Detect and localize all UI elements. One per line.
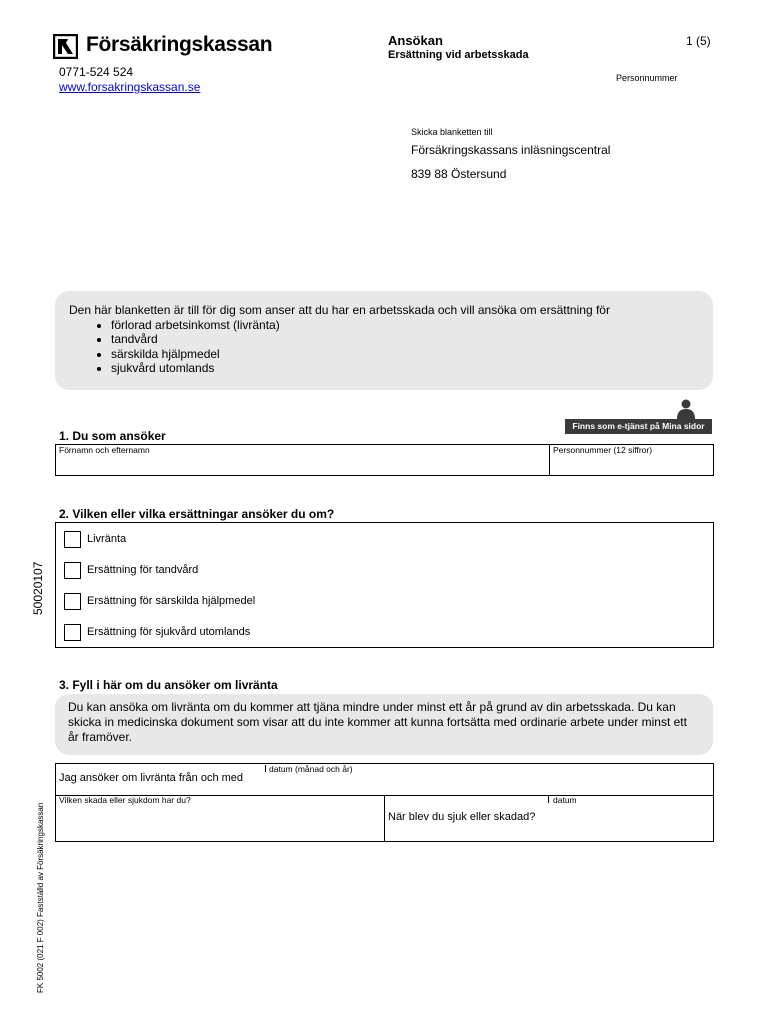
option-row[interactable] <box>64 623 250 641</box>
livranta-fields <box>55 763 714 842</box>
injury-input[interactable] <box>56 806 383 842</box>
applicant-fields <box>55 444 714 476</box>
intro-info-box <box>55 291 713 390</box>
intro-list-item: • tandvård <box>111 332 699 347</box>
pnr-input[interactable] <box>550 455 713 475</box>
date-tick <box>548 796 549 803</box>
name-field-label: Förnamn och efternamn <box>59 445 150 455</box>
document-subtitle: Ersättning vid arbetsskada <box>388 49 529 61</box>
option-row[interactable] <box>64 561 198 579</box>
form-footer: FK 5002 (021 F 002) Fastställd av Försäkringskassan <box>36 802 45 993</box>
section1-title: 1. Du som ansöker <box>59 429 166 443</box>
header-personnummer-label: Personnummer <box>616 73 678 83</box>
page-number: 1 (5) <box>686 34 711 48</box>
sjukvard-utomlands-checkbox[interactable] <box>64 624 81 641</box>
intro-list-item: • särskilda hjälpmedel <box>111 347 699 362</box>
injury-label: Vilken skada eller sjukdom har du? <box>59 795 191 805</box>
option-label: Ersättning för sjukvård utomlands <box>87 626 251 638</box>
section2-title: 2. Vilken eller vilka ersättningar ansöker du om? <box>59 507 335 521</box>
website-link[interactable]: www.forsakringskassan.se <box>59 80 201 94</box>
intro-list <box>111 318 699 376</box>
intro-list-item: • förlorad arbetsinkomst (livränta) <box>111 318 699 333</box>
forsakringskassan-logo <box>53 33 273 62</box>
person-icon <box>677 399 695 419</box>
logo-mark-icon <box>53 34 78 59</box>
pnr-field-label: Personnummer (12 siffror) <box>553 445 653 455</box>
option-label: Ersättning för särskilda hjälpmedel <box>87 595 256 607</box>
apply-from-label: Jag ansöker om livränta från och med <box>59 772 244 784</box>
phone-number: 0771-524 524 <box>59 65 134 79</box>
date-tick <box>265 765 266 772</box>
field-divider <box>384 795 385 842</box>
eservice-badge[interactable]: Finns som e-tjänst på Mina sidor <box>565 419 712 434</box>
send-to-address: 839 88 Östersund <box>411 167 507 181</box>
intro-list-item: • sjukvård utomlands <box>111 361 699 376</box>
option-label: Ersättning för tandvård <box>87 564 199 576</box>
livranta-checkbox[interactable] <box>64 531 81 548</box>
tandvard-checkbox[interactable] <box>64 562 81 579</box>
hjalpmedel-checkbox[interactable] <box>64 593 81 610</box>
option-row[interactable] <box>64 530 126 548</box>
send-to-recipient: Försäkringskassans inläsningscentral <box>411 143 611 157</box>
date-month-year-label: datum (månad och år) <box>269 764 353 774</box>
send-to-label: Skicka blanketten till <box>411 127 493 137</box>
option-row[interactable] <box>64 592 255 610</box>
name-input[interactable] <box>56 455 548 475</box>
apply-from-date-input[interactable] <box>266 773 713 794</box>
section3-title: 3. Fyll i här om du ansöker om livränta <box>59 678 278 692</box>
compensation-options <box>55 522 714 648</box>
option-label: Livränta <box>87 533 127 545</box>
injury-date-input[interactable] <box>549 804 713 840</box>
document-title: Ansökan <box>388 33 443 48</box>
when-injured-label: När blev du sjuk eller skadad? <box>388 811 536 823</box>
logo-text: Försäkringskassan <box>86 33 273 56</box>
livranta-info-box: Du kan ansöka om livränta om du kommer att tjäna mindre under minst ett år på grund av din arbetsskada. Du kan skicka in medicinska dokument som visar att du inte kommer att kunna fortsätta med ordinarie arbete under minst ett år framöver. <box>55 694 713 755</box>
intro-text: Den här blanketten är till för dig som anser att du har en arbetsskada och vill ansöka om ersättning för <box>69 303 610 317</box>
form-code: 50020107 <box>31 561 45 615</box>
date-label: datum <box>553 795 577 805</box>
